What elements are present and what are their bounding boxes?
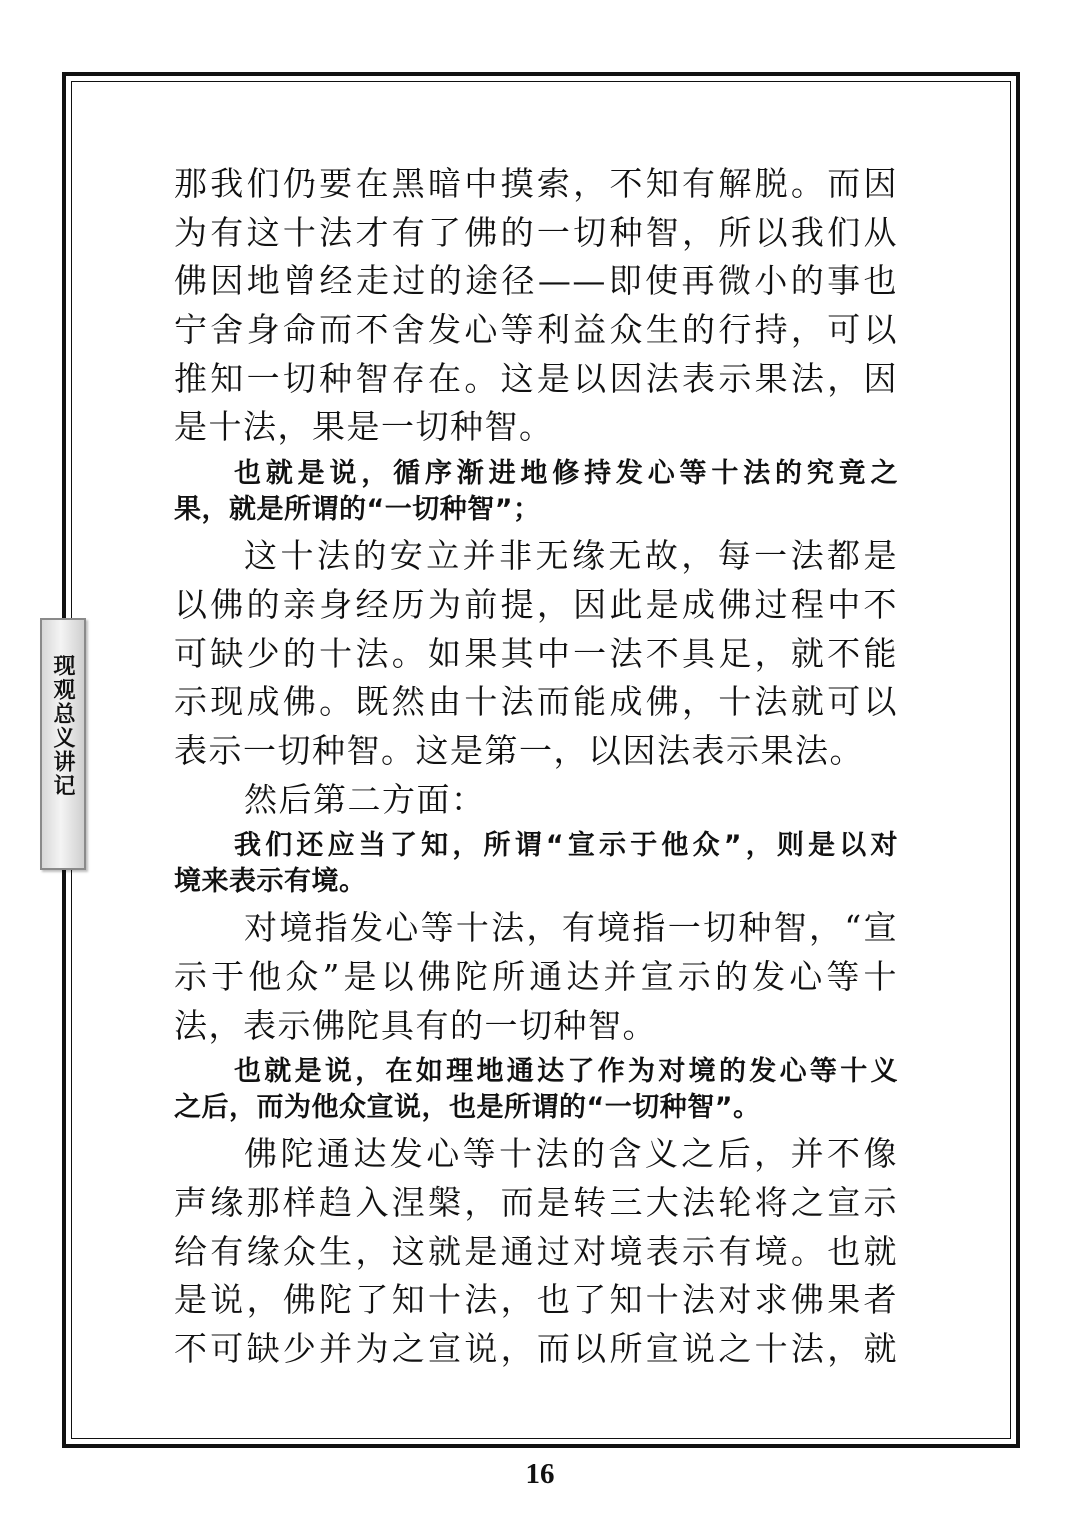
- text-line: 佛因地曾经走过的途径——即使再微小的事也: [174, 261, 898, 301]
- bold-paragraph-2: [174, 828, 898, 900]
- text-line: 不可缺少并为之宣说，而以所宣说之十法，就: [174, 1329, 898, 1369]
- book-title-side-tab: [40, 618, 86, 870]
- page-number: 16: [525, 1458, 555, 1490]
- text-line: 宁舍身命而不舍发心等利益众生的行持，可以: [174, 310, 898, 350]
- text-line: 示于他众”是以佛陀所通达并宣示的发心等十: [174, 956, 898, 996]
- bold-text-line: 也就是说，循序渐进地修持发心等十法的究竟之: [234, 458, 898, 490]
- text-line: 表示一切种智。这是第一，以因法表示果法。: [174, 730, 864, 770]
- bold-text-line: 之后，而为他众宣说，也是所谓的“一切种智”。: [174, 1092, 761, 1124]
- text-line: 对境指发心等十法，有境指一切种智，“宣: [244, 908, 898, 948]
- text-line: 示现成佛。既然由十法而能成佛，十法就可以: [174, 682, 898, 722]
- text-line: 推知一切种智存在。这是以因法表示果法，因: [174, 358, 898, 398]
- text-line: 是说，佛陀了知十法，也了知十法对求佛果者: [174, 1280, 898, 1320]
- text-line: 给有缘众生，这就是通过对境表示有境。也就: [174, 1231, 898, 1271]
- text-line: 那我们仍要在黑暗中摸索，不知有解脱。而因: [174, 164, 898, 203]
- text-line: 为有这十法才有了佛的一切种智，所以我们从: [174, 212, 898, 252]
- bold-paragraph-1: [174, 456, 898, 528]
- bold-text-line: 果，就是所谓的“一切种智”；: [174, 494, 541, 526]
- bold-text-line: 也就是说，在如理地通达了作为对境的发心等十义: [234, 1056, 898, 1088]
- bold-text-line: 境来表示有境。: [174, 866, 367, 898]
- bold-paragraph-3: [174, 1054, 898, 1126]
- paragraph-5: [174, 1130, 898, 1373]
- paragraph-2: [174, 532, 898, 775]
- paragraph-1: [174, 160, 898, 452]
- page-content: [174, 160, 898, 1374]
- text-line: 是十法，果是一切种智。: [174, 407, 554, 447]
- text-line: 可缺少的十法。如果其中一法不具足，就不能: [174, 633, 898, 673]
- text-line: 声缘那样趋入涅槃，而是转三大法轮将之宣示: [174, 1183, 898, 1222]
- text-line: 这十法的安立并非无缘无故，每一法都是: [244, 536, 898, 576]
- paragraph-3: [174, 776, 898, 825]
- text-line: 法，表示佛陀具有的一切种智。: [174, 1005, 657, 1045]
- text-line: 以佛的亲身经历为前提，因此是成佛过程中不: [174, 584, 898, 624]
- paragraph-4: [174, 904, 898, 1050]
- book-title-text: 现观总义讲记: [50, 654, 75, 798]
- text-line: 然后第二方面：: [244, 779, 486, 819]
- text-line: 佛陀通达发心等十法的含义之后，并不像: [244, 1134, 898, 1174]
- bold-text-line: 我们还应当了知，所谓“宣示于他众”，则是以对: [234, 830, 898, 862]
